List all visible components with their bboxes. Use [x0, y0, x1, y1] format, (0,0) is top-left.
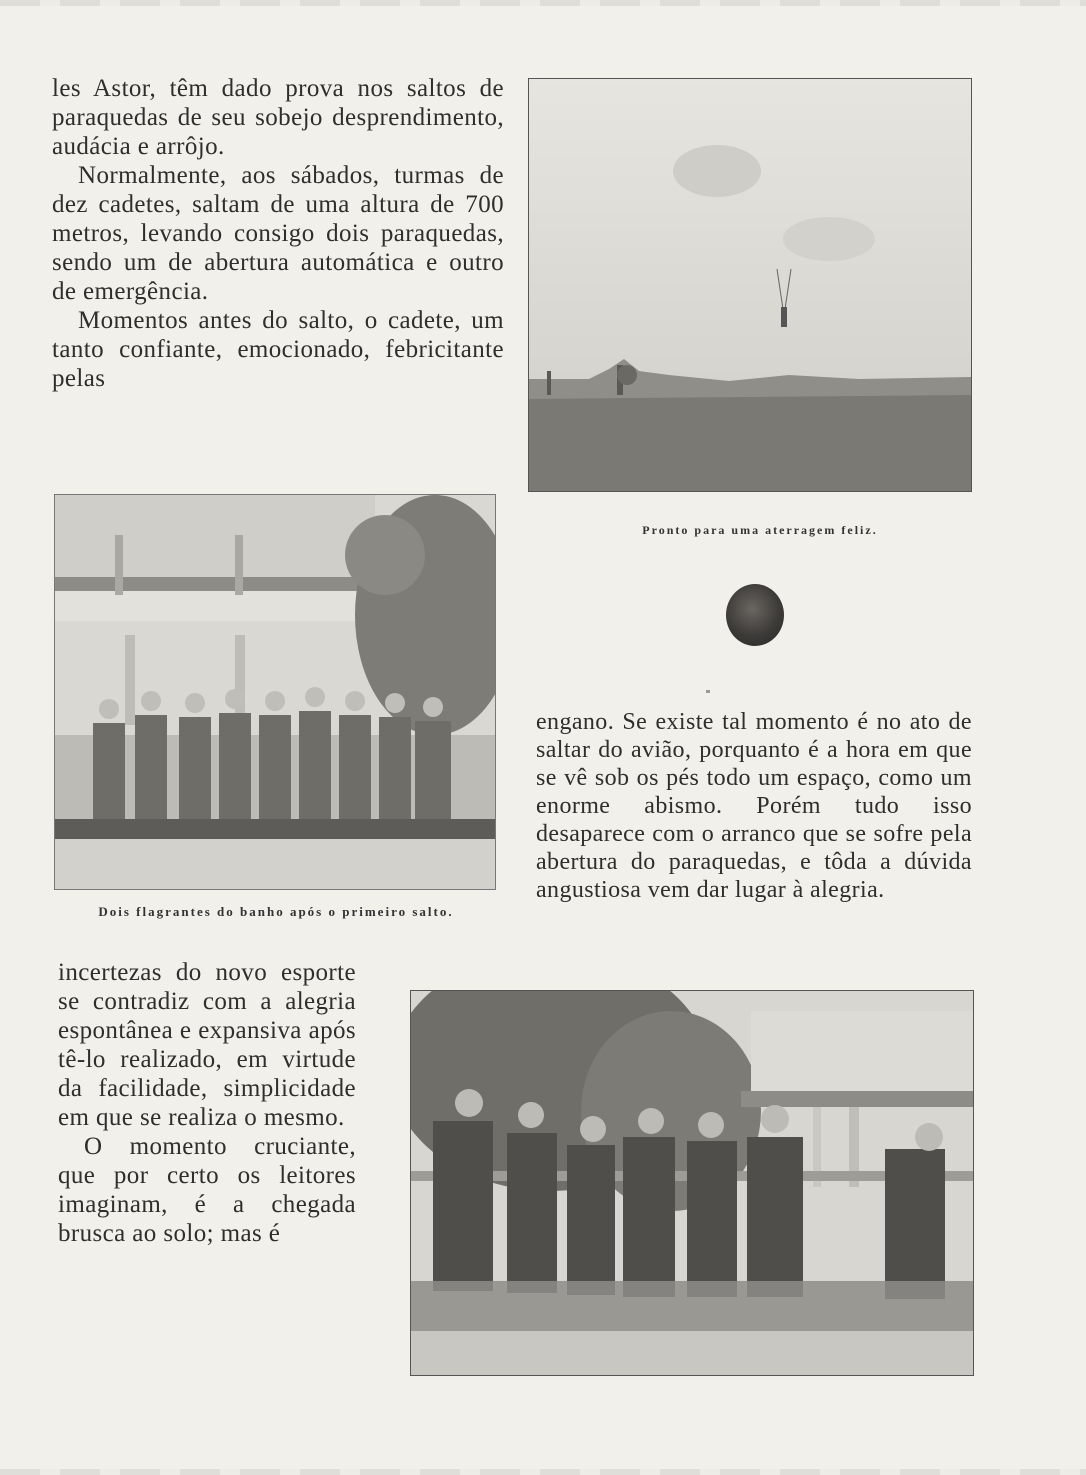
printing-dot	[706, 690, 710, 693]
page-top-edge	[0, 0, 1086, 6]
group-photo-2-image	[411, 991, 973, 1375]
photo-group-building	[54, 494, 496, 890]
caption-bath: Dois flagrantes do banho após o primeiro salto.	[98, 904, 454, 919]
text-block-right	[536, 708, 972, 904]
paragraph: engano. Se existe tal momento é no ato de saltar do avião, porquanto é a hora em que se vê sob os pés todo um espaço, como um enorme abismo. Porém tudo isso desaparece com o arranco que se sofre pela abertura do paraquedas, e tôda a dúvida angustiosa vem dar lugar à alegria.	[536, 709, 972, 903]
caption-parachute: Pronto para uma aterragem feliz.	[642, 523, 878, 537]
photo-group-pool	[410, 990, 974, 1376]
paragraph: incertezas do novo esporte se contradiz com a alegria espontânea e expansiva após tê-lo realizado, em virtude da facilidade, simplicidade em que se realiza o mesmo.	[58, 959, 356, 1131]
paragraph: Momentos antes do salto, o cadete, um tanto confiante, emocionado, febricitante pelas	[52, 307, 504, 392]
parachute-photo-image	[529, 79, 971, 491]
paragraph: les Astor, têm dado prova nos saltos de paraquedas de seu sobejo desprendimento, audácia e arrôjo.	[52, 75, 504, 160]
group-photo-1-image	[55, 495, 495, 889]
text-block-bottom-left	[58, 958, 356, 1248]
paragraph: O momento cruciante, que por certo os leitores imaginam, é a chegada brusca ao solo; mas é	[58, 1133, 356, 1247]
page-bottom-edge	[0, 1469, 1086, 1475]
seal-emblem	[726, 584, 784, 646]
photo-parachutes	[528, 78, 972, 492]
text-block-top-left	[52, 74, 504, 393]
paragraph: Normalmente, aos sábados, turmas de dez cadetes, saltam de uma altura de 700 metros, levando consigo dois paraquedas, sendo um de abertura automática e outro de emergência.	[52, 162, 504, 305]
